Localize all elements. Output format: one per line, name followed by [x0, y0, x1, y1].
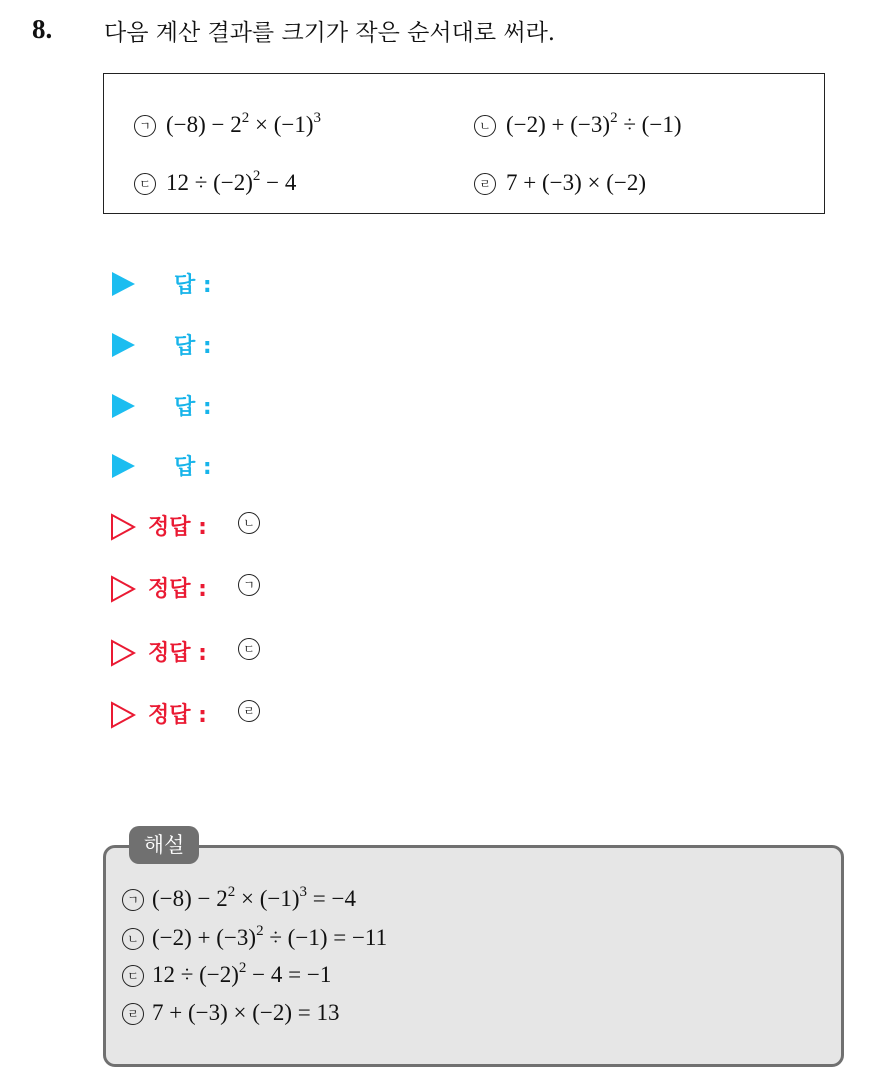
solution-symbol: ㄷ: [122, 965, 144, 987]
choice-1: [134, 112, 321, 138]
triangle-outline-icon: [110, 513, 136, 541]
choice-4: [474, 170, 646, 196]
triangle-outline-icon: [110, 575, 136, 603]
choice-exp: 3: [313, 110, 322, 126]
triangle-outline-icon: [110, 639, 136, 667]
solution-expr: 12 ÷ (−2): [152, 962, 239, 987]
choice-expr: (−2) + (−3): [506, 112, 611, 137]
solution-box: [103, 845, 844, 1067]
solution-symbol: ㄱ: [122, 889, 144, 911]
solution-exp: 2: [227, 884, 236, 900]
answer-label: 답 :: [174, 334, 212, 359]
solution-expr: ÷ (−1) = −11: [263, 925, 388, 950]
correct-label: 정답 :: [148, 515, 207, 540]
solution-line: [122, 1000, 340, 1026]
correct-value: ㄹ: [238, 700, 260, 722]
solution-expr: = −4: [307, 886, 356, 911]
choice-expr: 7 + (−3) × (−2): [506, 170, 647, 195]
choice-2: [474, 112, 681, 138]
triangle-icon: [112, 333, 135, 357]
solution-line: [122, 886, 356, 912]
correct-label: 정답 :: [148, 641, 207, 666]
correct-label: 정답 :: [148, 577, 207, 602]
answer-label: 답 :: [174, 455, 212, 480]
solution-line: [122, 925, 387, 951]
solution-expr: (−8) − 2: [152, 886, 228, 911]
triangle-icon: [112, 272, 135, 296]
question-number: 8.: [32, 14, 53, 44]
question-text: 다음 계산 결과를 크기가 작은 순서대로 써라.: [104, 20, 556, 46]
solution-expr: (−2) + (−3): [152, 925, 257, 950]
solution-exp: 2: [256, 923, 264, 939]
choice-3: [134, 170, 296, 196]
correct-value: ㄱ: [238, 574, 260, 596]
choice-expr: 12 ÷ (−2): [166, 170, 253, 195]
choice-symbol: ㄴ: [474, 115, 496, 137]
choice-expr: − 4: [260, 170, 297, 195]
choice-exp: 2: [252, 168, 261, 184]
solution-tab: 해설: [129, 826, 199, 864]
choice-exp: 2: [610, 110, 618, 126]
solution-exp: 3: [299, 884, 308, 900]
choice-symbol: ㄷ: [134, 173, 156, 195]
choice-exp: 2: [241, 110, 250, 126]
choices-box: [103, 73, 825, 214]
triangle-icon: [112, 454, 135, 478]
correct-value: ㄴ: [238, 512, 260, 534]
choice-symbol: ㄱ: [134, 115, 156, 137]
choice-expr: (−8) − 2: [166, 112, 242, 137]
triangle-outline-icon: [110, 701, 136, 729]
correct-label: 정답 :: [148, 703, 207, 728]
choice-expr: × (−1): [249, 112, 314, 137]
triangle-icon: [112, 394, 135, 418]
solution-exp: 2: [238, 960, 247, 976]
solution-symbol: ㄴ: [122, 928, 144, 950]
solution-symbol: ㄹ: [122, 1003, 144, 1025]
solution-expr: 7 + (−3) × (−2) = 13: [152, 1000, 340, 1025]
answer-label: 답 :: [174, 395, 212, 420]
choice-expr: ÷ (−1): [617, 112, 682, 137]
solution-expr: − 4 = −1: [246, 962, 332, 987]
correct-value: ㄷ: [238, 638, 260, 660]
solution-line: [122, 962, 331, 988]
solution-expr: × (−1): [235, 886, 300, 911]
answer-label: 답 :: [174, 273, 212, 298]
choice-symbol: ㄹ: [474, 173, 496, 195]
